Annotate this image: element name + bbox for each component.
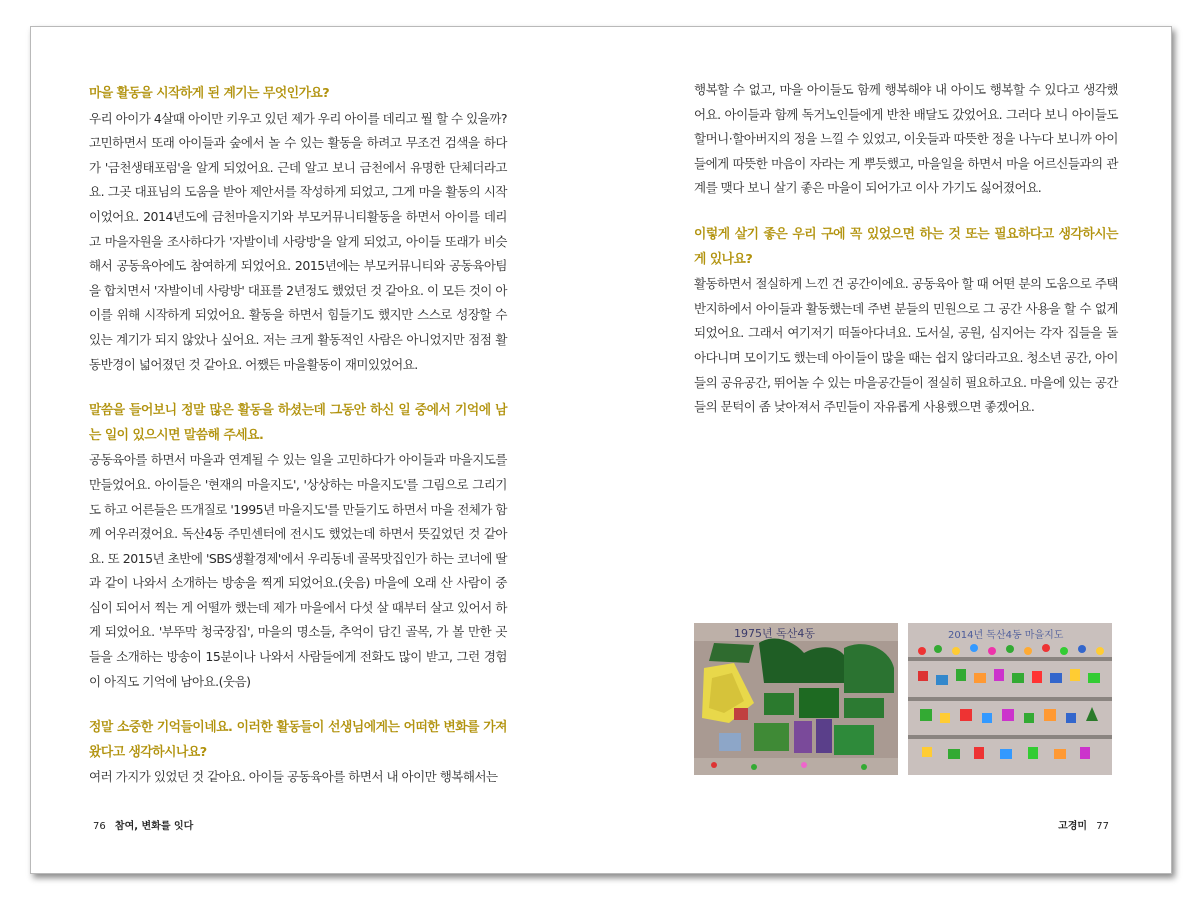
page-number-left: 76 [93, 821, 106, 832]
svg-text:1975년 독산4동: 1975년 독산4동 [734, 627, 815, 640]
right-page-footer [1058, 817, 1115, 832]
page-number-right: 77 [1096, 821, 1109, 832]
left-page-footer [87, 817, 193, 832]
answer-3-continued: 행복할 수 없고, 마을 아이들도 함께 행복해야 내 아이도 행복할 수 있다고 생각했어요. 아이들과 함께 독거노인들에게 반찬 배달도 갔었어요. 그러다 보니 아이들도 할머니·할아버지의 정을 느낄 수 있었고, 이웃들과 따뜻한 정을 나누다 보니까 아이들에게 따뜻한 마음이 자라는 게 뿌듯했고, 마을일을 하면서 마을 어르신들과의 관계를 맺다 보니 살기 좋은 마을이 되어가고 이사 가기도 싫어졌어요. [694, 82, 1118, 196]
answer-2: 공동육아를 하면서 마을과 연계될 수 있는 일을 고민하다가 아이들과 마을지도를 만들었어요. 아이들은 '현재의 마을지도', '상상하는 마을지도'를 그림으로 그리기도 하고 어른들은 뜨개질로 '1995년 마을지도'를 만들기도 하면서 마을 전체가 함께 어우러졌어요. 독산4동 주민센터에 전시도 했었는데 하면서 뜻깊었던 것 같아요. 또 2015년 초반에 'SBS생활경제'에서 우리동네 골목맛집인가 하는 코너에 딸과 같이 나와서 소개하는 방송을 찍게 되었어요.(웃음) 마을에 오래 산 사람이 중심이 되어서 찍는 게 어떨까 했는데 제가 마을에서 다섯 살 때부터 살고 있어서 하게 되었어요. '부뚜막 청국장집', 마을의 명소들, 추억이 담긴 골목, 가 볼 만한 곳들을 소개하는 방송이 15분이나 나와서 사람들에게 전화도 많이 받고, 그런 경험이 아직도 기억에 남아요.(웃음) [89, 452, 507, 689]
book-section-title: 참여, 변화를 잇다 [114, 821, 194, 832]
svg-text:2014년 독산4동 마을지도: 2014년 독산4동 마을지도 [948, 630, 1064, 641]
question-1: 마을 활동을 시작하게 된 계기는 무엇인가요? [89, 86, 330, 101]
village-map-1975-photo [694, 623, 898, 775]
question-4: 이렇게 살기 좋은 우리 구에 꼭 있었으면 하는 것 또는 필요하다고 생각하시는 게 있나요? [694, 226, 1118, 267]
village-map-2014-photo [908, 623, 1112, 775]
book-spread [30, 26, 1172, 874]
question-2: 말씀을 들어보니 정말 많은 활동을 하셨는데 그동안 하신 일 중에서 기억에 남는 일이 있으시면 말씀해 주세요. [89, 403, 507, 443]
left-page-text [89, 82, 507, 790]
answer-1: 우리 아이가 4살때 아이만 키우고 있던 제가 우리 아이를 데리고 뭘 할 수 있을까? 고민하면서 또래 아이들과 숲에서 놀 수 있는 활동을 하려고 무조건 검색을 하다가 '금천생태포럼'을 알게 되었어요. 근데 알고 보니 금천에서 유명한 단체더라고요. 그곳 대표님의 도움을 받아 제안서를 작성하게 되었고, 그게 마을 활동의 시작이었어요. 2014년도에 금천마을지기와 부모커뮤니티활동을 하면서 아이를 데리고 마을자원을 조사하다가 '자발이네 사랑방'을 알게 되었고, 아이들 또래가 비슷해서 공동육아에도 참여하게 되었어요. 2015년에는 부모커뮤니티와 공동육아팀을 합치면서 '자발이네 사랑방' 대표를 2년정도 했었던 것 같아요. 이 모든 것이 아이를 위해 시작하게 되었어요. 활동을 하면서 힘들기도 했지만 스스로 성장할 수 있는 계기가 되지 않았나 싶어요. 저는 크게 활동적인 사람은 아니었지만 점점 활동반경이 넓어졌던 것 같아요. 어쨌든 마을활동이 재미있었어요. [89, 110, 507, 372]
question-3: 정말 소중한 기억들이네요. 이러한 활동들이 선생님에게는 어떠한 변화를 가져 왔다고 생각하시나요? [89, 720, 507, 760]
interviewee-name: 고경미 [1058, 821, 1088, 832]
answer-4: 활동하면서 절실하게 느낀 건 공간이에요. 공동육아 할 때 어떤 분의 도움으로 주택 반지하에서 아이들과 활동했는데 주변 분들의 민원으로 그 공간 사용을 할 수 없게 되었어요. 그래서 여기저기 떠돌아다녀요. 도서실, 공원, 심지어는 각자 집들을 돌아다니며 모이기도 했는데 아이들이 많을 때는 쉽지 않더라고요. 청소년 공간, 아이들의 공유공간, 뛰어놀 수 있는 마을공간들이 절실히 필요하고요. 마을에 있는 공간들의 문턱이 좀 낮아져서 주민들이 자유롭게 사용했으면 좋겠어요. [694, 276, 1118, 415]
right-page-text [694, 78, 1118, 420]
answer-3: 여러 가지가 있었던 것 같아요. 아이들 공동육아를 하면서 내 아이만 행복해서는 [89, 769, 498, 785]
